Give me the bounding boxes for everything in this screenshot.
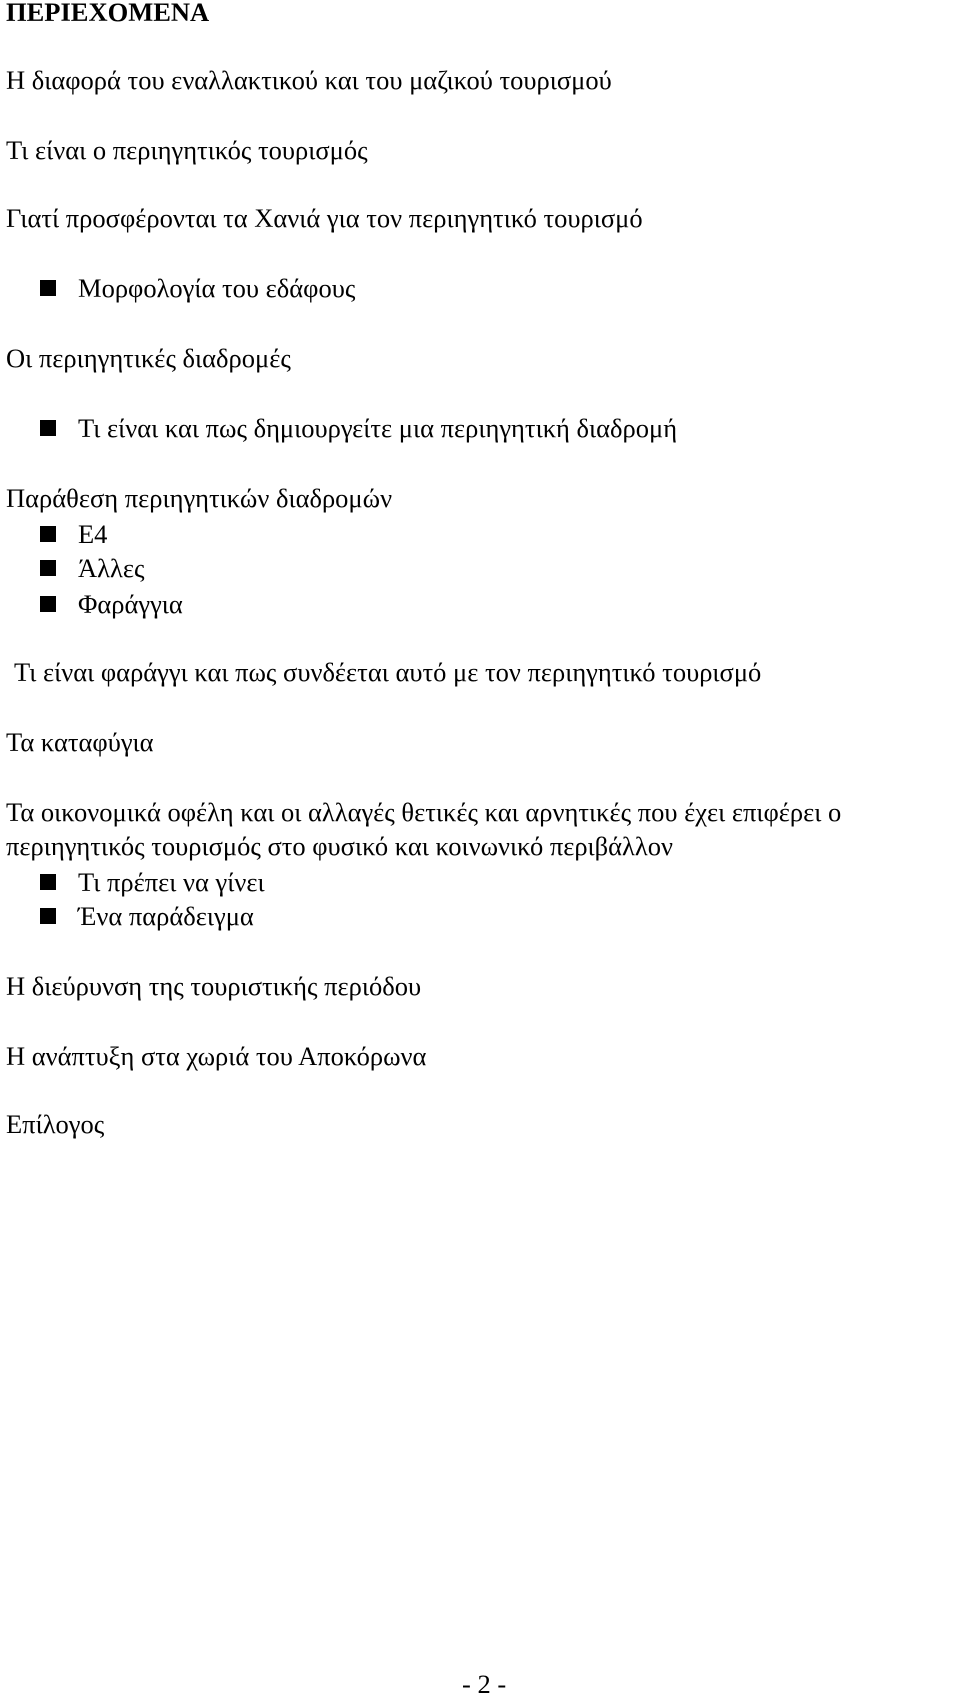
- toc-entry: Τι είναι φαράγγι και πως συνδέεται αυτό με τον περιηγητικό τουρισμό: [14, 657, 762, 687]
- toc-subentry-label: Ένα παράδειγμα: [78, 901, 254, 931]
- page-title: ΠΕΡΙΕΧΟΜΕΝΑ: [6, 0, 210, 27]
- toc-entry: Τα καταφύγια: [6, 727, 154, 757]
- toc-entry: Η ανάπτυξη στα χωριά του Αποκόρωνα: [6, 1041, 427, 1071]
- toc-subentry-label: Άλλες: [78, 553, 145, 583]
- toc-subentry: [40, 900, 254, 932]
- toc-entry: Επίλογος: [6, 1109, 105, 1139]
- square-bullet-icon: [40, 874, 56, 890]
- toc-subentry-label: Τι πρέπει να γίνει: [78, 867, 265, 897]
- toc-entry: Οι περιηγητικές διαδρομές: [6, 343, 291, 373]
- square-bullet-icon: [40, 560, 56, 576]
- square-bullet-icon: [40, 280, 56, 296]
- square-bullet-icon: [40, 596, 56, 612]
- toc-entry: Η διαφορά του εναλλακτικού και του μαζικού τουρισμού: [6, 65, 612, 95]
- toc-subentry: [40, 552, 144, 584]
- toc-entry: Τα οικονομικά οφέλη και οι αλλαγές θετικές και αρνητικές που έχει επιφέρει ο: [6, 797, 842, 827]
- toc-subentry-label: Φαράγγια: [78, 589, 183, 619]
- toc-entry: Τι είναι ο περιηγητικός τουρισμός: [6, 135, 368, 165]
- toc-subentry: [40, 272, 355, 304]
- toc-subentry-label: Τι είναι και πως δημιουργείτε μια περιηγητική διαδρομή: [78, 413, 678, 443]
- page-number: - 2 -: [462, 1669, 507, 1699]
- toc-subentry: [40, 412, 677, 444]
- toc-subentry-label: Ε4: [78, 519, 108, 549]
- toc-entry: Παράθεση περιηγητικών διαδρομών: [6, 483, 393, 513]
- toc-entry: Γιατί προσφέρονται τα Χανιά για τον περιηγητικό τουρισμό: [6, 203, 643, 233]
- toc-subentry-label: Μορφολογία του εδάφους: [78, 273, 356, 303]
- toc-entry-continuation: περιηγητικός τουρισμός στο φυσικό και κοινωνικό περιβάλλον: [6, 831, 673, 861]
- toc-subentry: [40, 588, 183, 620]
- square-bullet-icon: [40, 420, 56, 436]
- toc-entry: Η διεύρυνση της τουριστικής περιόδου: [6, 971, 422, 1001]
- square-bullet-icon: [40, 908, 56, 924]
- square-bullet-icon: [40, 526, 56, 542]
- toc-subentry: [40, 518, 107, 550]
- toc-subentry: [40, 866, 265, 898]
